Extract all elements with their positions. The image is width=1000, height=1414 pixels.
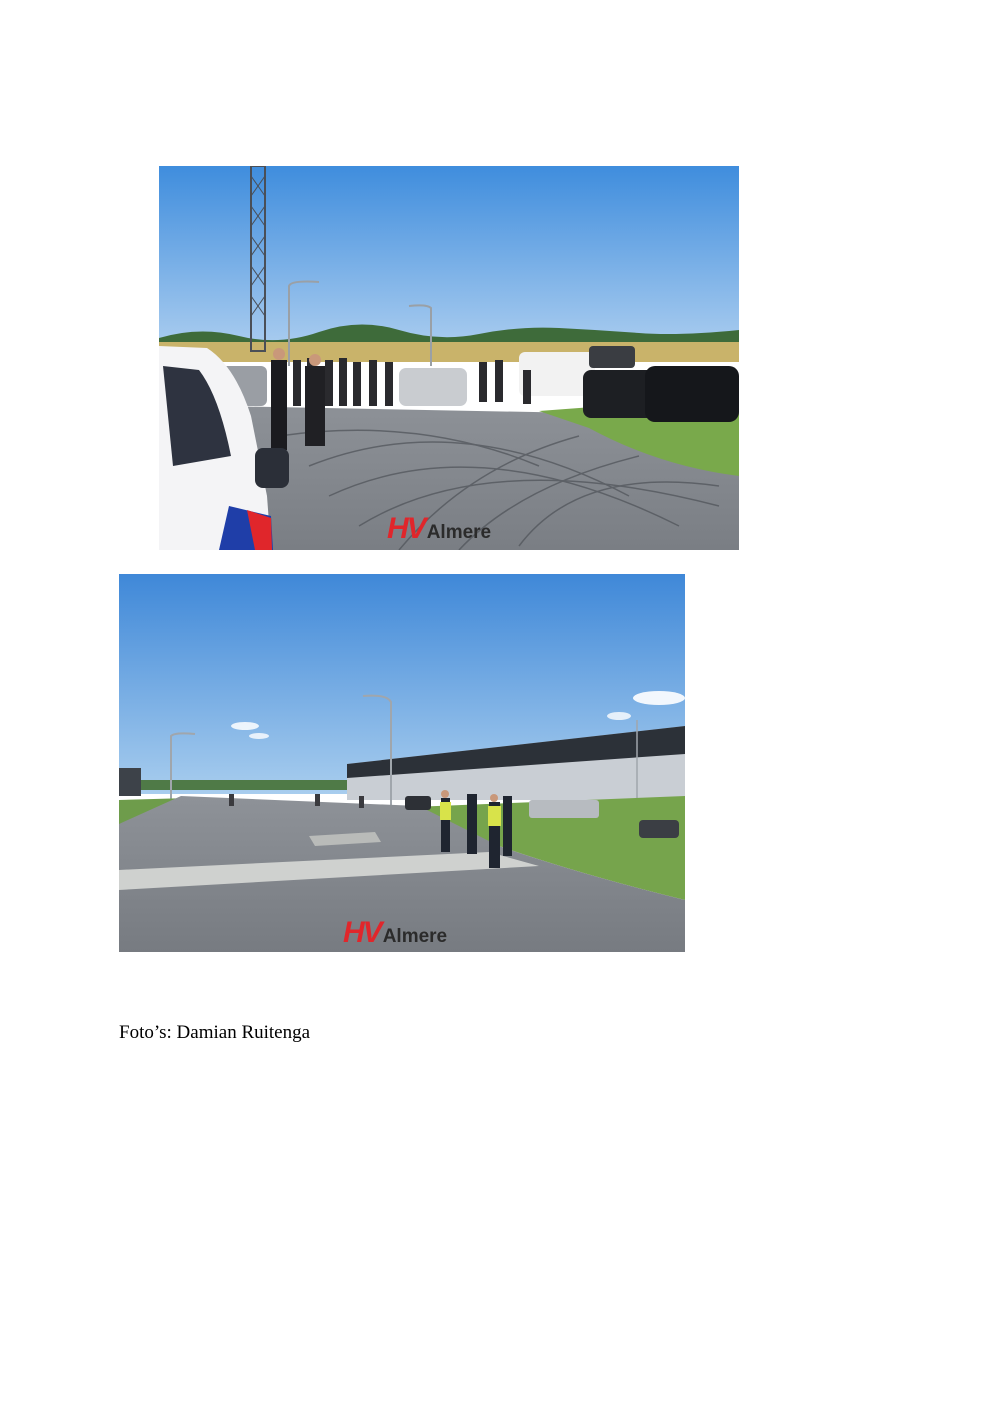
photo-industrial-road (119, 574, 685, 952)
photo-car-meet (159, 166, 739, 550)
watermark-city: Almere (382, 926, 448, 947)
photo-credit-caption: Foto’s: Damian Ruitenga (119, 1022, 311, 1043)
watermark-city: Almere (426, 522, 492, 543)
watermark-logo (343, 916, 447, 950)
watermark-hv: HV (343, 916, 381, 949)
watermark-hv: HV (387, 512, 425, 545)
photo-industrial-road-image (119, 574, 685, 952)
photo-car-meet-image (159, 166, 739, 550)
watermark-logo (387, 512, 491, 546)
